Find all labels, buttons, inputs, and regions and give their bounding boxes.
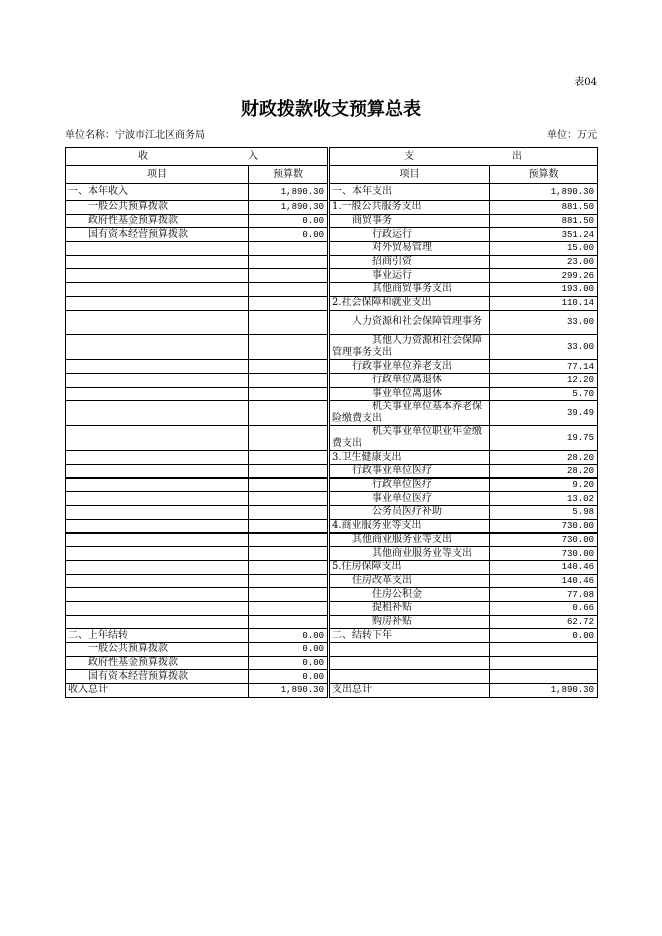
table-row: [66, 519, 598, 533]
table-row: [66, 335, 598, 360]
expense-header: 支出: [329, 148, 598, 166]
empty-cell: [66, 601, 249, 615]
table-row: [66, 506, 598, 520]
table-row: [66, 184, 598, 201]
empty-cell: [66, 478, 249, 492]
empty-cell: [66, 335, 249, 360]
empty-cell: [66, 533, 249, 547]
empty-cell: [66, 451, 249, 465]
empty-cell: [249, 283, 329, 297]
expense-item-cell: 机关事业单位基本养老保险缴费支出: [329, 401, 490, 426]
table-row: [66, 533, 598, 547]
expense-amount-cell: 23.00: [490, 255, 598, 269]
expense-item-cell: 行政事业单位医疗: [329, 465, 490, 479]
empty-cell: [249, 360, 329, 374]
expense-amount-cell: 299.26: [490, 269, 598, 283]
income-amount-cell: 1,890.30: [249, 201, 329, 215]
table-row: [66, 451, 598, 465]
column-header-row: [66, 166, 598, 184]
income-item-cell: 一般公共预算拨款: [66, 201, 249, 215]
empty-cell: [249, 533, 329, 547]
empty-cell: [249, 560, 329, 574]
expense-amount-cell: 19.75: [490, 426, 598, 451]
table-row: [66, 670, 598, 684]
income-amount-cell: 1,890.30: [249, 184, 329, 201]
empty-cell: [490, 670, 598, 684]
income-item-cell: 政府性基金预算拨款: [66, 656, 249, 670]
expense-item-cell: 机关事业单位职业年金缴费支出: [329, 426, 490, 451]
empty-cell: [66, 574, 249, 588]
empty-cell: [249, 255, 329, 269]
expense-amount-cell: 140.46: [490, 560, 598, 574]
expense-item-cell: 商贸事务: [329, 214, 490, 228]
expense-item-cell: 招商引资: [329, 255, 490, 269]
expense-amount-cell: 13.02: [490, 492, 598, 506]
budget-table: [65, 147, 620, 698]
income-item-cell: 政府性基金预算拨款: [66, 214, 249, 228]
expense-amount-cell: 140.46: [490, 574, 598, 588]
income-header: 收入: [66, 148, 329, 166]
table-row: [66, 656, 598, 670]
expense-amount-cell: 9.20: [490, 478, 598, 492]
empty-cell: [66, 269, 249, 283]
empty-cell: [249, 615, 329, 629]
empty-cell: [249, 296, 329, 310]
empty-cell: [66, 588, 249, 602]
expense-item-cell: 5.住房保障支出: [329, 560, 490, 574]
expense-amount-cell: 193.00: [490, 283, 598, 297]
income-item-cell: 国有资本经营预算拨款: [66, 228, 249, 242]
income-item-cell: 一、本年收入: [66, 184, 249, 201]
expense-item-cell: 3.卫生健康支出: [329, 451, 490, 465]
unit-label: 单位：万元: [547, 130, 597, 141]
expense-item-cell: 购房补贴: [329, 615, 490, 629]
table-row: [66, 629, 598, 643]
empty-cell: [490, 642, 598, 656]
expense-item-cell: 其他人力资源和社会保障管理事务支出: [329, 335, 490, 360]
empty-cell: [66, 492, 249, 506]
expense-amount-cell: 881.50: [490, 201, 598, 215]
empty-cell: [249, 401, 329, 426]
empty-cell: [249, 465, 329, 479]
expense-item-cell: 2.社会保障和就业支出: [329, 296, 490, 310]
expense-item-cell: 其他商业服务业等支出: [329, 533, 490, 547]
expense-item-cell: 其他商贸事务支出: [329, 283, 490, 297]
unit-name: 单位名称：宁波市江北区商务局: [65, 130, 205, 141]
expense-item-cell: 4.商业服务业等支出: [329, 519, 490, 533]
table-row: [66, 296, 598, 310]
expense-item-cell: 行政事业单位养老支出: [329, 360, 490, 374]
income-total-label: 收入总计: [66, 684, 249, 698]
empty-cell: [249, 269, 329, 283]
empty-cell: [66, 547, 249, 561]
expense-item-cell: 事业单位离退休: [329, 387, 490, 401]
income-amount-cell: 0.00: [249, 629, 329, 643]
empty-cell: [66, 519, 249, 533]
expense-amount-cell: 33.00: [490, 310, 598, 335]
empty-cell: [66, 360, 249, 374]
empty-cell: [66, 296, 249, 310]
empty-cell: [249, 426, 329, 451]
empty-cell: [249, 451, 329, 465]
expense-item-cell: 提租补贴: [329, 601, 490, 615]
income-amount-cell: 0.00: [249, 228, 329, 242]
expense-amount-cell: 5.70: [490, 387, 598, 401]
table-row: [66, 214, 598, 228]
empty-cell: [329, 642, 490, 656]
income-total-amount: 1,890.30: [249, 684, 329, 698]
empty-cell: [66, 506, 249, 520]
table-row: [66, 201, 598, 215]
income-item-cell: 一般公共预算拨款: [66, 642, 249, 656]
empty-cell: [249, 242, 329, 256]
expense-item-cell: 行政单位医疗: [329, 478, 490, 492]
table-row: [66, 373, 598, 387]
expense-amount-cell: 0.66: [490, 601, 598, 615]
expense-amount-cell: 77.14: [490, 360, 598, 374]
empty-cell: [66, 242, 249, 256]
header-row: [66, 148, 598, 166]
table-row: [66, 387, 598, 401]
empty-cell: [249, 574, 329, 588]
column-header-item: 项目: [66, 166, 249, 184]
column-header-item: 项目: [329, 166, 490, 184]
table-row: [66, 360, 598, 374]
empty-cell: [66, 310, 249, 335]
empty-cell: [66, 426, 249, 451]
expense-amount-cell: 33.00: [490, 335, 598, 360]
expense-amount-cell: 730.00: [490, 533, 598, 547]
table-row: [66, 242, 598, 256]
expense-amount-cell: 62.72: [490, 615, 598, 629]
expense-item-cell: 事业运行: [329, 269, 490, 283]
empty-cell: [249, 478, 329, 492]
expense-amount-cell: 39.49: [490, 401, 598, 426]
empty-cell: [66, 283, 249, 297]
expense-amount-cell: 15.00: [490, 242, 598, 256]
expense-amount-cell: 77.08: [490, 588, 598, 602]
table-row: [66, 465, 598, 479]
table-row: [66, 560, 598, 574]
table-row: [66, 601, 598, 615]
expense-item-cell: 一、本年支出: [329, 184, 490, 201]
expense-total-amount: 1,890.30: [490, 684, 598, 698]
empty-cell: [249, 492, 329, 506]
column-header-amount: 预算数: [249, 166, 329, 184]
table-row: [66, 574, 598, 588]
expense-amount-cell: 28.20: [490, 451, 598, 465]
table-title: 财政拨款收支预算总表: [241, 99, 421, 120]
expense-item-cell: 行政运行: [329, 228, 490, 242]
table-row: [66, 642, 598, 656]
expense-total-label: 支出总计: [329, 684, 490, 698]
column-header-amount: 预算数: [490, 166, 598, 184]
table-row: [66, 401, 598, 426]
empty-cell: [249, 335, 329, 360]
expense-item-cell: 人力资源和社会保障管理事务: [329, 310, 490, 335]
empty-cell: [329, 670, 490, 684]
expense-item-cell: 1.一般公共服务支出: [329, 201, 490, 215]
empty-cell: [490, 656, 598, 670]
income-amount-cell: 0.00: [249, 670, 329, 684]
table-row: [66, 547, 598, 561]
empty-cell: [66, 401, 249, 426]
table-row: [66, 269, 598, 283]
expense-item-cell: 事业单位医疗: [329, 492, 490, 506]
empty-cell: [249, 506, 329, 520]
expense-amount-cell: 28.20: [490, 465, 598, 479]
expense-amount-cell: 12.20: [490, 373, 598, 387]
expense-amount-cell: 730.00: [490, 519, 598, 533]
empty-cell: [66, 465, 249, 479]
empty-cell: [249, 387, 329, 401]
expense-amount-cell: 5.98: [490, 506, 598, 520]
expense-item-cell: 其他商业服务业等支出: [329, 547, 490, 561]
empty-cell: [249, 601, 329, 615]
table-row: [66, 255, 598, 269]
expense-item-cell: 住房改革支出: [329, 574, 490, 588]
total-row: [66, 684, 598, 698]
table-row: [66, 588, 598, 602]
expense-amount-cell: 881.50: [490, 214, 598, 228]
income-item-cell: 二、上年结转: [66, 629, 249, 643]
expense-item-cell: 行政单位离退休: [329, 373, 490, 387]
table-row: [66, 426, 598, 451]
income-amount-cell: 0.00: [249, 214, 329, 228]
income-item-cell: 国有资本经营预算拨款: [66, 670, 249, 684]
income-amount-cell: 0.00: [249, 656, 329, 670]
empty-cell: [249, 519, 329, 533]
table-row: [66, 478, 598, 492]
empty-cell: [329, 656, 490, 670]
table-row: [66, 492, 598, 506]
empty-cell: [249, 588, 329, 602]
expense-item-cell: 住房公积金: [329, 588, 490, 602]
table-row: [66, 310, 598, 335]
expense-item-cell: 二、结转下年: [329, 629, 490, 643]
table-row: [66, 228, 598, 242]
table-code: 表04: [574, 77, 597, 88]
expense-amount-cell: 730.00: [490, 547, 598, 561]
table-row: [66, 283, 598, 297]
empty-cell: [249, 373, 329, 387]
expense-item-cell: 公务员医疗补助: [329, 506, 490, 520]
expense-item-cell: 对外贸易管理: [329, 242, 490, 256]
expense-amount-cell: 110.14: [490, 296, 598, 310]
empty-cell: [66, 560, 249, 574]
expense-amount-cell: 351.24: [490, 228, 598, 242]
empty-cell: [66, 615, 249, 629]
expense-amount-cell: 1,890.30: [490, 184, 598, 201]
empty-cell: [249, 310, 329, 335]
expense-amount-cell: 0.00: [490, 629, 598, 643]
income-amount-cell: 0.00: [249, 642, 329, 656]
empty-cell: [249, 547, 329, 561]
empty-cell: [66, 387, 249, 401]
empty-cell: [66, 255, 249, 269]
table-row: [66, 615, 598, 629]
empty-cell: [66, 373, 249, 387]
